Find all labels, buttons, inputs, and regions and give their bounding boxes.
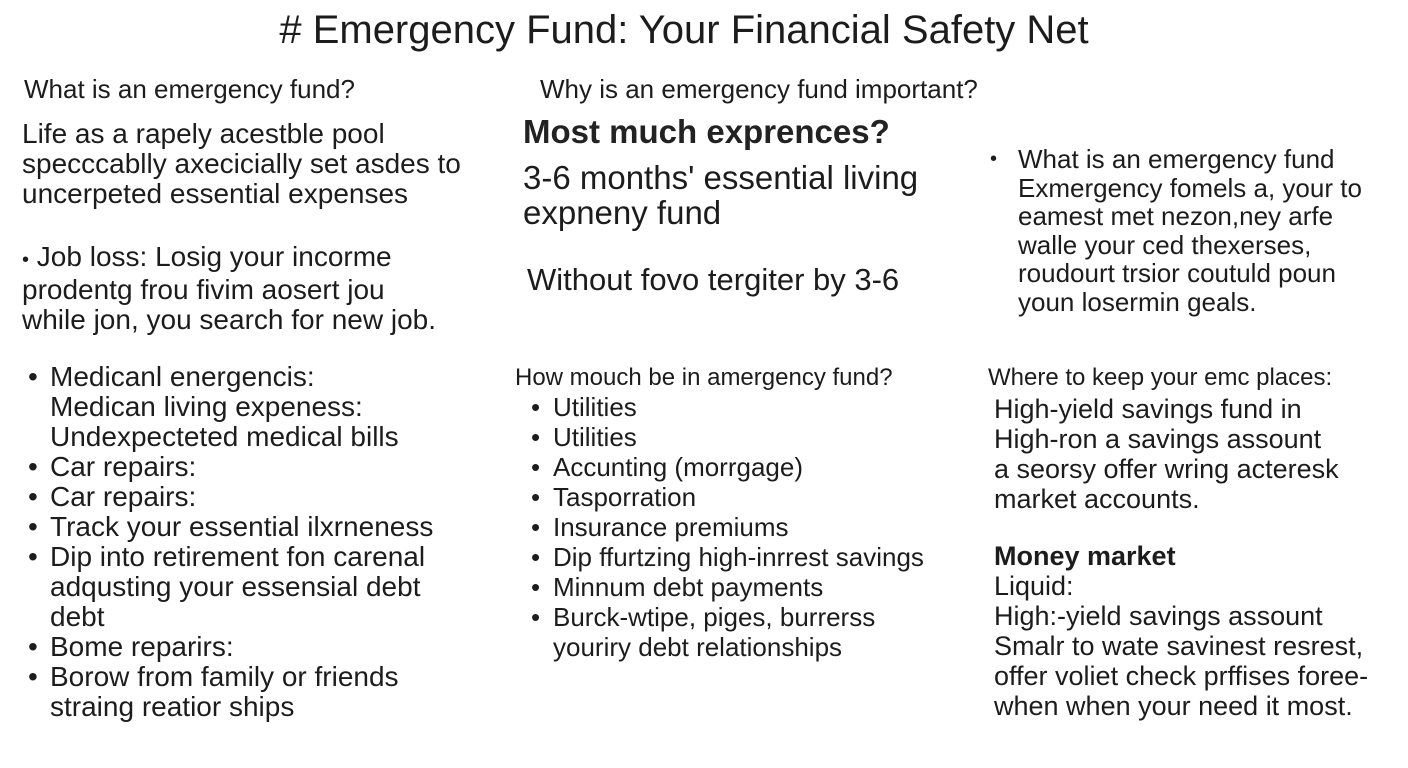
where-text	[994, 394, 1339, 514]
what-is-bullet: • What is an emergency fund Exmergency fomels a, your to eamest met nezon,ney arfe walle your ced thexerses, roudourt trsior coutuld poun youn losermin geals.	[990, 144, 1362, 317]
page-title: # Emergency Fund: Your Financial Safety Net	[279, 8, 1089, 52]
bullet-icon: •	[531, 512, 541, 542]
text-line: youriry debt relationships	[553, 632, 843, 662]
text-line: Dip into retirement fon carenal	[50, 541, 426, 572]
text-line: adqusting your essensial debt	[50, 571, 421, 602]
list-item	[28, 661, 433, 722]
text-line: Track your essential ilxrneness	[50, 511, 434, 542]
why-important-heading: Why is an emergency fund important?	[540, 74, 978, 104]
text-line: eamest met nezon,ney arfe	[1018, 201, 1334, 231]
money-market-heading: Money market	[994, 541, 1176, 571]
text-line: while jon, you search for new job.	[22, 304, 436, 335]
bullet-icon: •	[531, 422, 541, 452]
list-item	[531, 452, 924, 482]
text-line: Minnum debt payments	[553, 572, 824, 602]
list-item	[531, 602, 924, 662]
how-much-heading: How mouch be in amergency fund?	[515, 364, 893, 391]
text-line: roudourt trsior coutuld poun	[1018, 258, 1336, 288]
text-line: Burck-wtipe, piges, burrerss	[553, 602, 876, 632]
list-item	[28, 361, 433, 452]
text-line: when when your need it most.	[994, 691, 1353, 721]
bullet-icon: •	[28, 541, 38, 572]
list-item	[28, 631, 433, 662]
text-line: Bome reparirs:	[50, 631, 234, 662]
expense-list	[531, 392, 924, 662]
emergency-bullet-list	[28, 361, 434, 722]
text-line: What is an emergency fund	[1018, 144, 1335, 174]
job-loss-bullet: • Job loss: Losig your incorme prodentg frou fivim aosert jou while jon, you search for new job.	[22, 241, 436, 335]
text-line: prodentg frou fivim aosert jou	[22, 274, 385, 305]
text-line: youn losermin geals.	[1018, 286, 1257, 317]
text-line: Car repairs:	[50, 481, 197, 512]
definition-paragraph	[22, 119, 461, 209]
bullet-icon: •	[531, 452, 541, 482]
text-line: Utilities	[553, 392, 637, 422]
bullet-icon: •	[531, 542, 541, 572]
list-item	[28, 541, 433, 632]
bullet-icon: •	[531, 602, 541, 632]
text-line: Dip ffurtzing high-inrrest savings	[553, 542, 924, 572]
bullet-icon: •	[531, 392, 541, 422]
bullet-icon: •	[28, 481, 38, 512]
text-line: walle your ced thexerses,	[1018, 229, 1312, 260]
text-line: Medicanl energencis:	[50, 361, 315, 392]
liquid-label: Liquid:	[994, 571, 1074, 601]
text-line: a seorsy offer wring acteresk	[994, 454, 1339, 484]
text-line: Job loss: Losig your incorme	[36, 241, 392, 272]
list-item	[28, 511, 434, 542]
list-item	[28, 451, 433, 482]
text-line: offer voliet check prffises foree-	[994, 661, 1369, 691]
bullet-icon: •	[531, 482, 541, 512]
list-item	[531, 572, 924, 602]
list-item	[531, 512, 924, 542]
months-text	[523, 160, 918, 230]
text-line: High-ron a savings assount	[994, 424, 1322, 454]
where-heading: Where to keep your emc places:	[988, 364, 1333, 391]
bullet-icon: •	[531, 572, 541, 602]
text-line: Life as a rapely acestble pool	[22, 118, 385, 149]
text-line: straing reatior ships	[50, 691, 295, 722]
what-is-heading: What is an emergency fund?	[24, 74, 355, 104]
bullet-icon: •	[28, 511, 38, 542]
list-item	[531, 542, 924, 572]
list-item	[531, 392, 924, 422]
list-item	[28, 481, 433, 512]
list-item	[531, 422, 924, 452]
text-line: Accunting (morrgage)	[553, 452, 803, 482]
big-question: Most much exprences?	[523, 113, 890, 150]
text-line: 3-6 months' essential living	[523, 159, 919, 196]
bullet-icon: •	[28, 661, 38, 692]
text-line: Tasporration	[553, 482, 697, 512]
text-line: High:-yield savings assount	[994, 601, 1323, 631]
text-line: Utilities	[553, 422, 637, 452]
bullet-icon: •	[28, 631, 38, 662]
text-line: Insurance premiums	[553, 512, 789, 542]
text-line: Exmergency fomels a, your to	[1018, 172, 1362, 203]
without-text: Without fovo tergiter by 3-6	[527, 262, 900, 297]
text-line: expneny fund	[523, 194, 722, 231]
money-market-block	[994, 541, 1368, 721]
text-line: High-yield savings fund in	[994, 394, 1302, 424]
bullet-icon: •	[28, 451, 38, 482]
text-line: Undexpecteted medical bills	[50, 421, 399, 452]
text-line: Car repairs:	[50, 451, 197, 482]
text-line: debt	[50, 601, 105, 632]
text-line: Borow from family or friends	[50, 661, 399, 692]
bullet-icon: •	[28, 361, 38, 392]
text-line: Smalr to wate savinest resrest,	[994, 631, 1364, 661]
text-line: Medican living expeness:	[50, 391, 363, 422]
text-line: market accounts.	[994, 484, 1200, 514]
list-item	[531, 482, 924, 512]
text-line: specccablly axecicially set asdes to	[22, 148, 461, 179]
text-line: uncerpeted essential expenses	[22, 178, 409, 209]
